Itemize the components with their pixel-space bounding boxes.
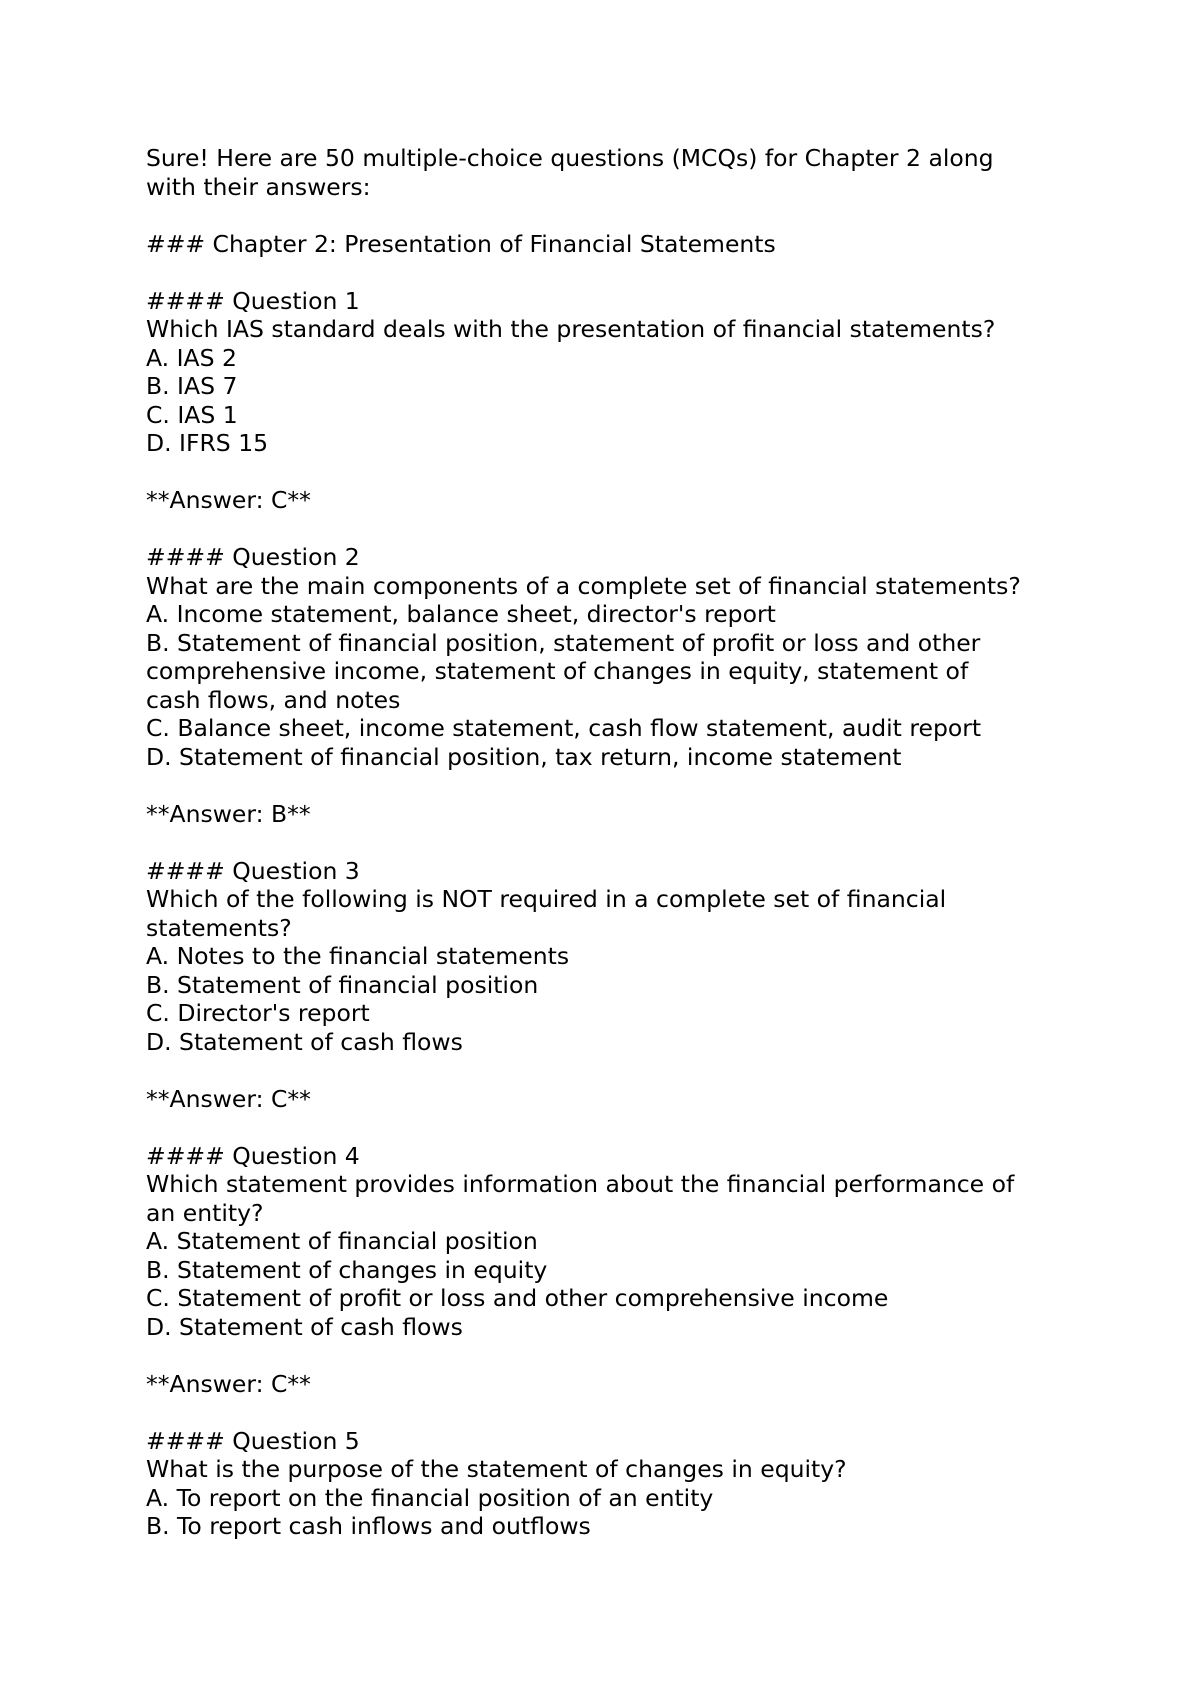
option-c: C. IAS 1 [146, 400, 238, 429]
option-d: D. Statement of cash flows [146, 1312, 463, 1341]
question-heading: #### Question 4 [146, 1141, 360, 1170]
blank-line [146, 1113, 1076, 1142]
intro-paragraph [146, 144, 1076, 201]
option-b: B. Statement of changes in equity [146, 1255, 548, 1284]
option-a: A. Income statement, balance sheet, director's report [146, 600, 776, 628]
option-b: B. To report cash inflows and outflows [146, 1512, 591, 1540]
option-a: A. Statement of financial position [146, 1227, 538, 1255]
question-text: Which of the following is NOT required in a complete set of financial [146, 885, 947, 913]
question-text-continued: statements? [146, 913, 292, 942]
option-b: B. Statement of financial position [146, 970, 539, 999]
blank-line [146, 828, 1076, 857]
question-text: Which IAS standard deals with the presentation of financial statements? [146, 315, 996, 343]
option-a: A. IAS 2 [146, 343, 237, 372]
question-heading: #### Question 1 [146, 286, 360, 315]
option-a: A. To report on the financial position of an entity [146, 1483, 714, 1512]
blank-line [146, 771, 1076, 800]
option-c: C. Statement of profit or loss and other comprehensive income [146, 1284, 889, 1312]
option-d: D. Statement of cash flows [146, 1027, 463, 1056]
option-b-continued: cash flows, and notes [146, 685, 401, 714]
blank-line [146, 1056, 1076, 1085]
answer-line: **Answer: C** [146, 1369, 311, 1398]
answer-line: **Answer: C** [146, 486, 311, 514]
option-b-continued: comprehensive income, statement of changes in equity, statement of [146, 657, 969, 685]
option-c: C. Balance sheet, income statement, cash flow statement, audit report [146, 714, 982, 742]
intro-line: with their answers: [146, 172, 371, 201]
question-text: Which statement provides information about the financial performance of [146, 1170, 1015, 1198]
blank-line [146, 1341, 1076, 1370]
blank-line [146, 258, 1076, 287]
chapter-heading: ### Chapter 2: Presentation of Financial Statements [146, 229, 776, 258]
intro-line: Sure! Here are 50 multiple-choice questions (MCQs) for Chapter 2 along [146, 144, 994, 172]
question-text: What is the purpose of the statement of changes in equity? [146, 1455, 847, 1483]
question-block [146, 1427, 1076, 1541]
question-text-continued: an entity? [146, 1198, 264, 1227]
option-b: B. Statement of financial position, statement of profit or loss and other [146, 628, 981, 657]
question-heading: #### Question 5 [146, 1426, 360, 1455]
question-block [146, 543, 1076, 857]
answer-line: **Answer: B** [146, 799, 311, 828]
question-text: What are the main components of a complete set of financial statements? [146, 571, 1021, 600]
blank-line [146, 201, 1076, 230]
option-a: A. Notes to the financial statements [146, 942, 570, 970]
option-b: B. IAS 7 [146, 372, 238, 400]
question-block [146, 857, 1076, 1142]
option-c: C. Director's report [146, 999, 370, 1027]
blank-line [146, 458, 1076, 487]
question-heading: #### Question 2 [146, 543, 360, 571]
question-block [146, 1142, 1076, 1427]
blank-line [146, 515, 1076, 544]
option-d: D. Statement of financial position, tax return, income statement [146, 742, 902, 771]
answer-line: **Answer: C** [146, 1084, 311, 1113]
question-heading: #### Question 3 [146, 856, 360, 885]
option-d: D. IFRS 15 [146, 429, 269, 457]
question-block [146, 287, 1076, 544]
document-page [146, 144, 1076, 1541]
blank-line [146, 1398, 1076, 1427]
